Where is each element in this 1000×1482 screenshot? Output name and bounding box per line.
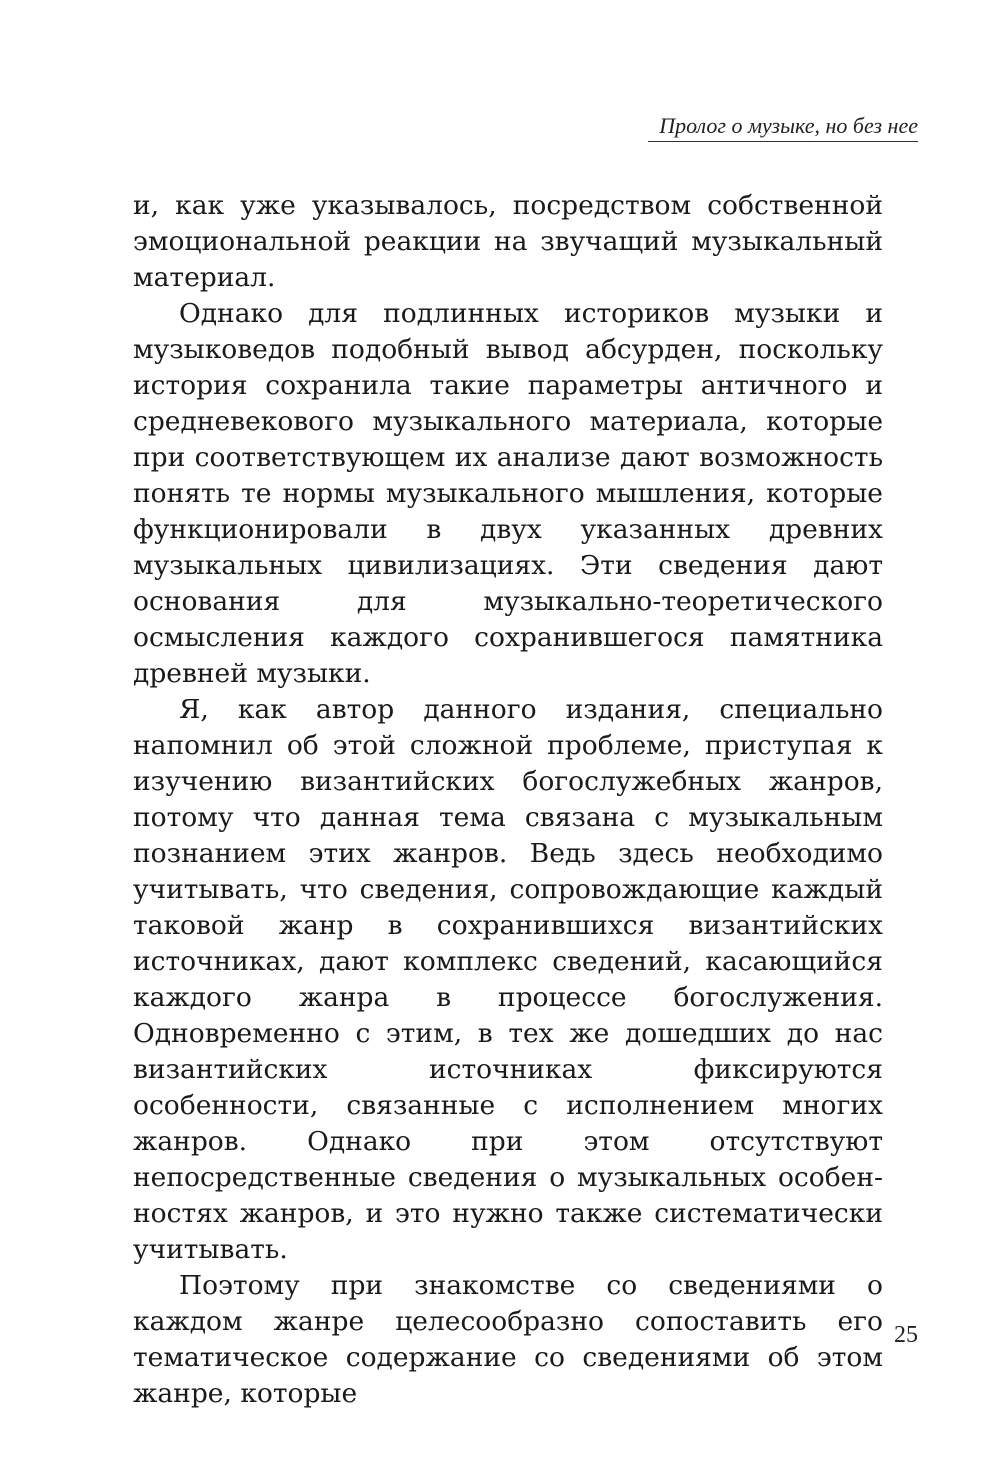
paragraph: Поэтому при знакомстве со сведениями о каждом жанре целесообразно сопоставить его тематическое содержание со сведениями об этом жанре, которые <box>133 1270 883 1409</box>
page-number: 25 <box>894 1322 918 1348</box>
body-text <box>133 188 883 1412</box>
running-head-title: Пролог о музыке, но без нее <box>659 113 918 138</box>
paragraph-continuation: и, как уже указывалось, посредством собственной эмоциональной реакции на звучащий музыкальный материал. <box>133 190 883 293</box>
running-head <box>648 114 918 142</box>
paragraph: Я, как автор данного издания, специально напомнил об этой сложной проблеме, приступая к изучению византийских богослужебных жанров, потому что данная тема связана с музыкальным познанием этих жанров. Ведь здесь необходимо учитывать, что сведения, сопровождающие каждый таковой жанр в сохранившихся византийских источниках, дают комплекс сведений, касающийся каждого жанра в процессе богослужения. Одновременно с этим, в тех же дошедших до нас византийских источниках фиксируются особенности, связанные с исполнением многих жанров. Однако при этом отсутствуют непосредственные сведения о музыкальных особенностях жанров, и это нужно также систематически учитывать. <box>133 694 883 1265</box>
running-head-rule <box>648 141 918 142</box>
paragraph: Однако для подлинных историков музыки и музыковедов подобный вывод абсурден, поскольку история сохранила такие параметры античного и средневекового музыкального материала, которые при соответствующем их анализе дают возможность понять те нормы музыкального мышления, которые функционировали в двух указанных древних музыкальных цивилизациях. Эти сведения дают основания для музыкально-теоретического осмысления каждого сохранившегося памятника древней музыки. <box>133 298 883 689</box>
